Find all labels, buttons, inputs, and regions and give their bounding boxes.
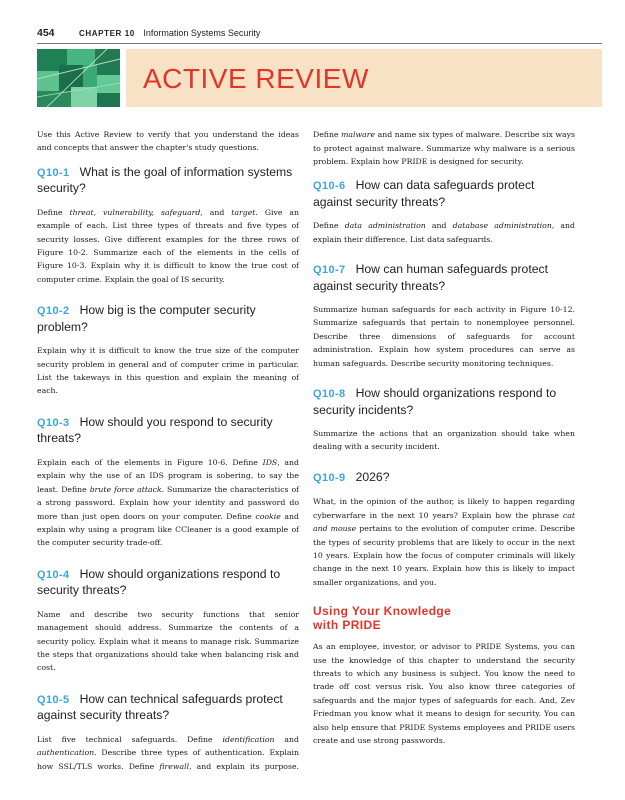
question-body: List five technical safeguards. Define identification and authentication. Describe three types of authentication. Explain how SSL/TLS works. Define firewall, and explain its purpose. [37, 734, 299, 771]
question-heading [37, 692, 299, 724]
question-heading [37, 165, 299, 197]
right-column [313, 128, 575, 747]
question-body: What, in the opinion of the author, is likely to happen regarding cyberwarfare in the next 10 years? Explain how the phrase cat and mouse pertains to the evolution of computer crime. Describe the types of security problems that are likely to occur in the next 10 years. Explain how the focus of computer criminals will likely change in the next 10 years. Explain how this is likely to impact smaller organizations, and you. [313, 497, 576, 587]
question-title: How can human safeguards protect against security threats? [313, 262, 548, 293]
question-title: What is the goal of information systems security? [37, 164, 293, 196]
question-number: Q10-6 [313, 180, 346, 193]
abstract-art-icon [37, 49, 120, 107]
question-number: Q10-8 [313, 388, 346, 401]
banner-art-image [37, 49, 120, 107]
section-title: ACTIVE REVIEW [143, 63, 369, 94]
question-title: How can technical safeguards protect against security threats? [37, 691, 283, 723]
question-title: How should organizations respond to security incidents? [313, 386, 557, 417]
question-number: Q10-5 [37, 693, 70, 706]
header-rule [37, 43, 602, 44]
chapter-title: Information Systems Security [143, 28, 261, 38]
question-body: Define data administration and database administration, and explain their difference. List data safeguards. [313, 221, 576, 244]
question-body: Name and describe two security functions that senior management should address. Summarize the contents of a security policy. Explain what it means to manage risk. Summarize the steps that organizations should take when balancing risk and cost. [37, 609, 299, 673]
intro-paragraph: Use this Active Review to verify that you understand the ideas and concepts that answer the chapter's study questions. [37, 130, 299, 153]
question-number: Q10-4 [37, 568, 70, 581]
question-number: Q10-7 [313, 264, 346, 276]
using-knowledge-heading: Using Your Knowledge with PRIDE [313, 604, 452, 633]
question-body: Explain why it is difficult to know the true size of the computer security problem in general and of computer crime in particular. List the takeways in this question and explain the meaning of each. [37, 346, 299, 396]
question-number: Q10-2 [37, 305, 70, 318]
question-heading [37, 415, 299, 447]
question-heading [313, 470, 575, 487]
page-number: 454 [37, 27, 55, 39]
question-body: Summarize the actions that an organization should take when dealing with a security incident. [313, 429, 575, 452]
question-body: Define malware and name six types of malware. Describe six ways to protect against malware. Summarize why malware is a serious problem. Explain how PRIDE is designed for security. [313, 130, 575, 167]
using-knowledge-body: As an employee, investor, or advisor to PRIDE Systems, you can use the knowledge of this chapter to understand the security threats to which any business is subject. You know the need to trade off cost versus risk. You also know three categories of safeguards and the major types of safeguards for each. And, Zev Friedman you know what it means to design for security. You can also help ensure that PRIDE Systems employees and PRIDE users create and use strong passwords. [313, 642, 575, 746]
question-body-overflow [313, 128, 575, 168]
question-number: Q10-9 [313, 471, 346, 484]
question-heading [313, 262, 575, 294]
question-heading [313, 386, 575, 418]
question-title: How should organizations respond to security threats? [37, 566, 281, 598]
question-body: Explain each of the elements in Figure 10-6. Define IDS, and explain why the use of an IDS program is sobering, to say the least. Define brute force attack. Summarize the characteristics of a strong password. Explain how your identity and password do more than just open doors on your computer. Define cookie and explain why using a program like CCleaner is a good example of the computer security trade-off. [37, 457, 300, 548]
running-header [37, 27, 605, 43]
question-body: Summarize human safeguards for each activity in Figure 10-12. Summarize safeguards that pertain to nonemployee personnel. Describe three dimensions of safeguards for account administration. Explain how system procedures can serve as human safeguards. Describe security monitoring techniques. [313, 305, 575, 368]
question-body: Define threat, vulnerability, safeguard, and target. Give an example of each. List three types of threats and five types of security losses. Give different examples for the three rows of Figure 10-2. Summarize each of the elements in the cells of Figure 10-3. Explain why it is difficult to know the true cost of computer crime. Explain the goal of IS security. [37, 207, 300, 284]
question-title: 2026? [355, 469, 390, 484]
question-number: Q10-3 [37, 416, 70, 429]
question-heading [313, 178, 575, 210]
question-number: Q10-1 [37, 166, 70, 179]
question-heading [37, 567, 299, 599]
question-heading [37, 303, 299, 335]
chapter-label: CHAPTER 10 [79, 29, 135, 38]
question-title: How should you respond to security threats? [37, 414, 273, 446]
left-column [37, 128, 299, 773]
question-title: How big is the computer security problem? [37, 303, 256, 334]
question-title: How can data safeguards protect against security threats? [313, 178, 535, 209]
